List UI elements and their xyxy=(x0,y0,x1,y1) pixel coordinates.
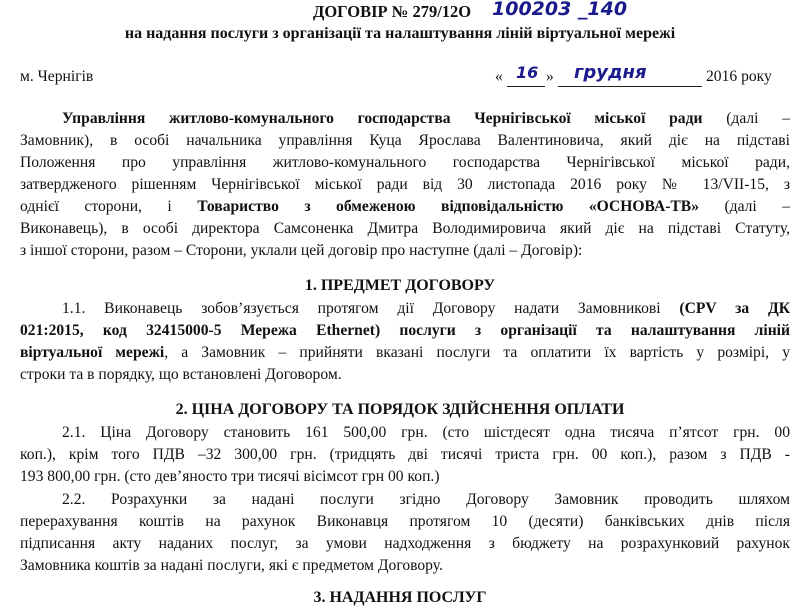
section-1-p1-line-3-tail: , а Замовник – прийняти вказані послуги та оплатити їх вартість у розмірі, у xyxy=(164,344,791,361)
intro-line-2: Замовник), в особі начальника управління Куца Ярослава Валентиновича, який діє на підставі xyxy=(20,132,790,149)
contract-title xyxy=(313,2,471,23)
section-2-p1-line-1: 2.1. Ціна Договору становить 161 500,00 грн. (сто шістдесят одна тисяча п’ятсот грн. 00 xyxy=(62,424,790,441)
section-2-p2-line-2: перерахування коштів на рахунок Виконавця протягом 10 (десяти) банківських днів після xyxy=(20,513,790,530)
section-1-heading: 1. ПРЕДМЕТ ДОГОВОРУ xyxy=(304,277,496,294)
contract-title-text: ДОГОВІР № 279/12О xyxy=(313,2,472,21)
intro-contractor-name: Товариство з обмеженою відповідальністю «ОСНОВА-ТВ» xyxy=(197,198,699,215)
section-1-p1-line-3 xyxy=(20,343,790,363)
intro-line-1-tail: (далі – xyxy=(726,110,791,127)
date-month-handwritten: грудня xyxy=(574,62,647,83)
contract-place: м. Чернігів xyxy=(20,68,94,85)
section-2-p1-line-2: коп.), крім того ПДВ –32 300,00 грн. (тридцять дві тисячі триста грн. 00 коп.), разом з ПДВ - xyxy=(20,446,790,463)
intro-line-5 xyxy=(20,197,790,217)
intro-line-6: Виконавець), в особі директора Самсоненка Дмитра Володимировича який діє на підставі Статуту, xyxy=(20,220,790,237)
intro-line-1 xyxy=(62,109,790,129)
section-2-p2-line-1: 2.2. Розрахунки за надані послуги згідно Договору Замовник проводить шляхом xyxy=(62,491,790,508)
section-2-p2-line-4: Замовника коштів за надані послуги, які є предметом Договору. xyxy=(20,557,443,574)
date-day-underline xyxy=(507,86,545,87)
section-3-heading: 3. НАДАННЯ ПОСЛУГ xyxy=(313,589,487,606)
section-1-p1-line-1-pre: 1.1. Виконавець зобов’язується протягом дії Договору надати Замовникові xyxy=(62,300,661,317)
section-1-p1-line-1 xyxy=(62,299,790,319)
intro-line-7: з іншої сторони, разом – Сторони, уклали цей договір про наступне (далі – Договір): xyxy=(20,242,583,259)
intro-line-5-pre: однієї сторони, і xyxy=(20,198,172,215)
section-2-heading: 2. ЦІНА ДОГОВОРУ ТА ПОРЯДОК ЗДІЙСНЕННЯ ОПЛАТИ xyxy=(175,401,625,418)
intro-customer-name: Управління житлово-комунального господарства Чернігівської міської ради xyxy=(62,110,703,127)
date-month-underline xyxy=(558,86,702,87)
section-1-p1-line-3-bold: віртуальної мережі xyxy=(20,344,165,361)
section-1-p1-line-4: строки та в порядку, що встановлені Договором. xyxy=(20,366,342,383)
intro-line-5-tail: (далі – xyxy=(724,198,790,215)
date-open-quote: « xyxy=(495,68,503,85)
contract-subtitle: на надання послуги з організації та налаштування ліній віртуальної мережі xyxy=(124,25,676,42)
section-2-p1-line-3: 193 800,00 грн. (сто дев’яносто три тисячі вісімсот грн 00 коп.) xyxy=(20,468,440,485)
handwritten-contract-number: 100203 _140 xyxy=(492,0,628,20)
intro-line-3: Положення про управління житлово-комунального господарства Чернігівської міської ради, xyxy=(20,154,790,171)
section-2-p2-line-3: підписання акту наданих послуг, за умови надходження з бюджету на розрахунковий рахунок xyxy=(20,535,790,552)
date-year: 2016 року xyxy=(706,68,772,85)
date-close-quote: » xyxy=(546,68,554,85)
section-1-p1-line-1-bold: (CPV за ДК xyxy=(679,300,791,317)
intro-line-4: затвердженого рішенням Чернігівської міської ради від 30 листопада 2016 року № 13/VII-15, з xyxy=(20,176,790,193)
date-day-handwritten: 16 xyxy=(516,63,539,82)
section-1-p1-line-2: 021:2015, код 32415000-5 Мережа Ethernet) послуги з організації та налаштування ліній xyxy=(20,322,790,339)
